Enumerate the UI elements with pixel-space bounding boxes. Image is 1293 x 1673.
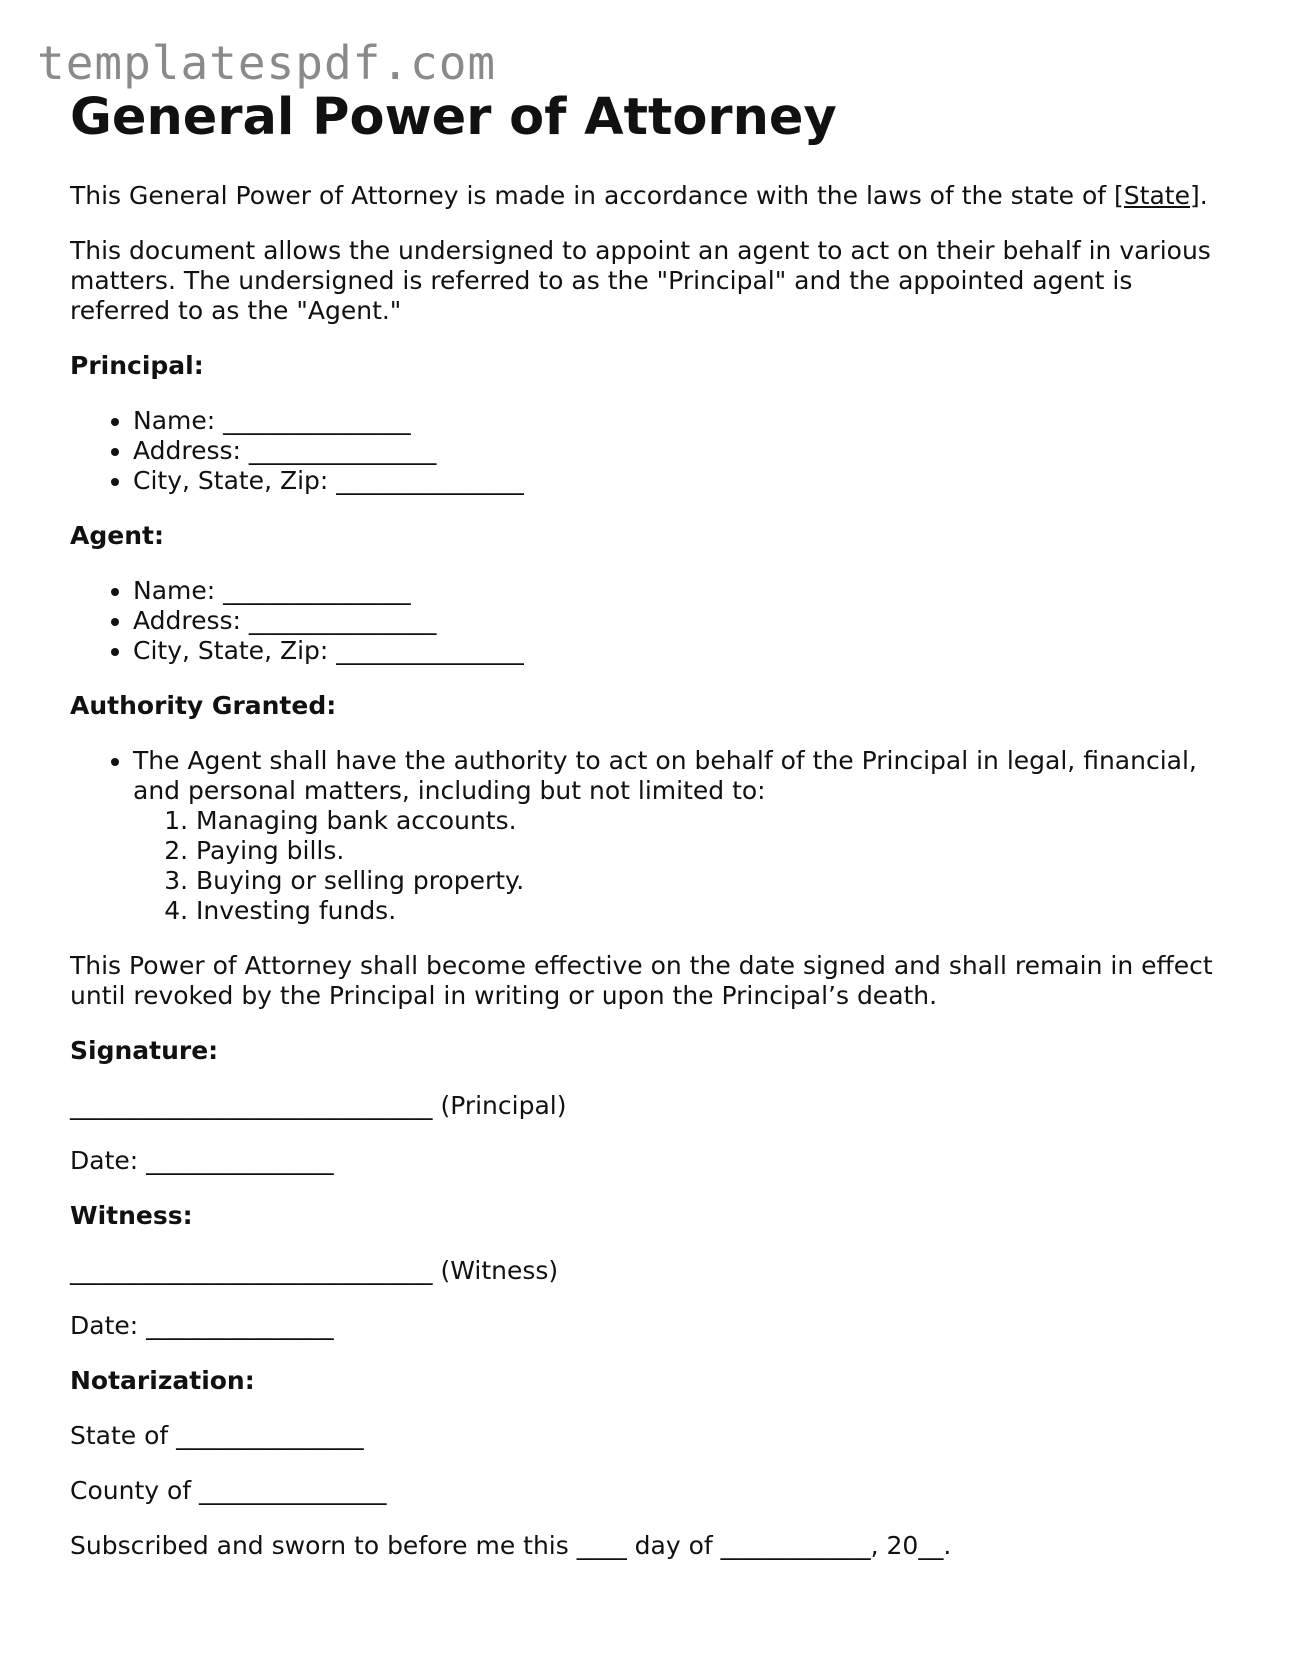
authority-item: 4. Investing funds. xyxy=(196,896,1240,926)
principal-fields xyxy=(70,406,1240,496)
notarization-heading: Notarization: xyxy=(70,1366,255,1395)
principal-signature-line: _____________________________ (Principal) xyxy=(70,1091,567,1120)
agent-city-state-zip-field: • City, State, Zip: _______________ xyxy=(133,636,1240,666)
intro-paragraph xyxy=(70,181,1240,211)
authority-list xyxy=(70,746,1240,926)
notary-county-line: County of _______________ xyxy=(70,1476,387,1505)
intro-text: This General Power of Attorney is made in accordance with the laws of the state of xyxy=(70,181,1115,210)
agent-heading: Agent: xyxy=(70,521,164,550)
witness-signature-line: _____________________________ (Witness) xyxy=(70,1256,559,1285)
watermark: templatespdf.com xyxy=(37,36,497,90)
document-title: General Power of Attorney xyxy=(70,88,837,147)
signature-heading: Signature: xyxy=(70,1036,219,1065)
authority-heading: Authority Granted: xyxy=(70,691,337,720)
notary-sworn-line: Subscribed and sworn to before me this ____ day of ____________, 20__. xyxy=(70,1531,952,1560)
principal-address-field: • Address: _______________ xyxy=(133,436,1240,466)
authority-items xyxy=(133,806,1240,926)
witness-signature-date: Date: _______________ xyxy=(70,1311,334,1340)
notary-state-line: State of _______________ xyxy=(70,1421,364,1450)
intro-end: . xyxy=(1199,181,1208,210)
authority-item: 3. Buying or selling property. xyxy=(196,866,1240,896)
authority-item: 1. Managing bank accounts. xyxy=(196,806,1240,836)
principal-heading: Principal: xyxy=(70,351,204,380)
effective-clause: This Power of Attorney shall become effective on the date signed and shall remain in effect until revoked by the Principal in writing or upon the Principal’s death. xyxy=(70,951,1213,1010)
witness-heading: Witness: xyxy=(70,1201,193,1230)
agent-name-field: • Name: _______________ xyxy=(133,576,1240,606)
authority-statement-text: The Agent shall have the authority to act on behalf of the Principal in legal, financial, and personal matters, including but not limited to: xyxy=(133,746,1197,805)
description-paragraph: This document allows the undersigned to appoint an agent to act on their behalf in various matters. The undersigned is referred to as the "Principal" and the appointed agent is referred to as the "Agent." xyxy=(70,236,1211,325)
principal-city-state-zip-field: • City, State, Zip: _______________ xyxy=(133,466,1240,496)
agent-fields xyxy=(70,576,1240,666)
agent-address-field: • Address: _______________ xyxy=(133,606,1240,636)
principal-name-field: • Name: _______________ xyxy=(133,406,1240,436)
state-placeholder: [State] xyxy=(1114,181,1200,210)
principal-signature-date: Date: _______________ xyxy=(70,1146,334,1175)
document-page xyxy=(70,88,1240,1586)
authority-statement xyxy=(133,746,1240,926)
authority-item: 2. Paying bills. xyxy=(196,836,1240,866)
